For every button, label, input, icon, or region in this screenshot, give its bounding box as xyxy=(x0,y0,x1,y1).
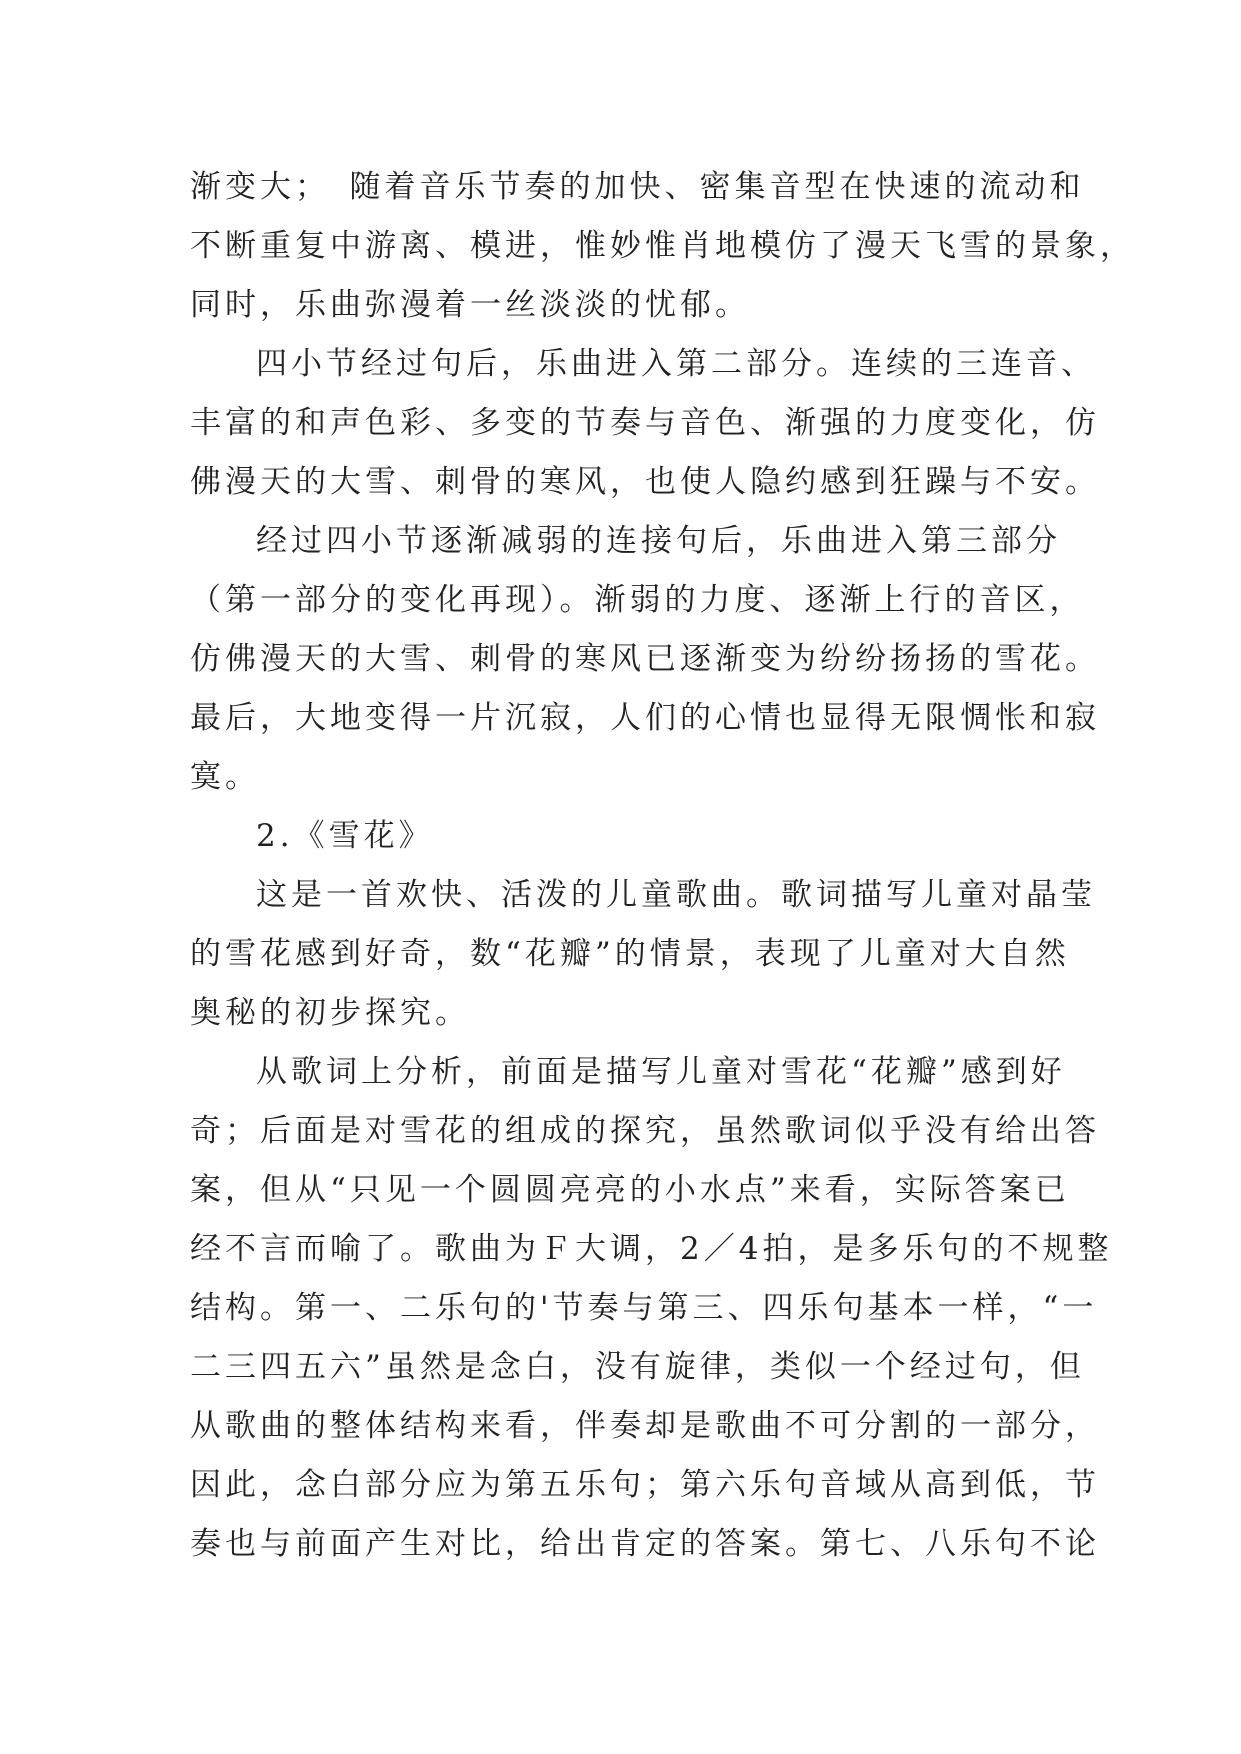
text-line: 案，但从“只见一个圆圆亮亮的小水点”来看，实际答案已 xyxy=(190,1172,1070,1208)
text-line: 不断重复中游离、模进，惟妙惟肖地模仿了漫天飞雪的景象， xyxy=(190,228,1135,264)
text-line: 渐变大； 随着音乐节奏的加快、密集音型在快速的流动和 xyxy=(190,169,1085,205)
text-line: 同时，乐曲弥漫着一丝淡淡的忧郁。 xyxy=(190,287,750,323)
text-line: （第一部分的变化再现）。渐弱的力度、逐渐上行的音区， xyxy=(190,582,1085,618)
text-line: 二三四五六”虽然是念白，没有旋律，类似一个经过句，但 xyxy=(190,1349,1085,1385)
text-line: 仿佛漫天的大雪、刺骨的寒风已逐渐变为纷纷扬扬的雪花。 xyxy=(190,641,1100,677)
section-heading: 2.《雪花》 xyxy=(256,818,434,854)
text-line: 因此，念白部分应为第五乐句；第六乐句音域从高到低，节 xyxy=(190,1467,1100,1503)
paragraph-start-line: 经过四小节逐渐减弱的连接句后，乐曲进入第三部分 xyxy=(256,523,1061,559)
text-line: 奇；后面是对雪花的组成的探究，虽然歌词似乎没有给出答 xyxy=(190,1113,1100,1149)
paragraph-start-line: 从歌词上分析，前面是描写儿童对雪花“花瓣”感到好 xyxy=(256,1054,1066,1090)
body-text xyxy=(190,158,1135,1574)
text-line: 经不言而喻了。歌曲为Ｆ大调，2／4拍，是多乐句的不规整 xyxy=(190,1231,1113,1267)
text-line: 从歌曲的整体结构来看，伴奏却是歌曲不可分割的一部分， xyxy=(190,1408,1100,1444)
paragraph-start-line: 四小节经过句后，乐曲进入第二部分。连续的三连音、 xyxy=(256,346,1096,382)
text-line: 寞。 xyxy=(190,759,260,795)
text-line: 佛漫天的大雪、刺骨的寒风，也使人隐约感到狂躁与不安。 xyxy=(190,464,1100,500)
text-line: 结构。第一、二乐句的'节奏与第三、四乐句基本一样，“一 xyxy=(190,1290,1098,1326)
text-line: 丰富的和声色彩、多变的节奏与音色、渐强的力度变化，仿 xyxy=(190,405,1100,441)
text-line: 奥秘的初步探究。 xyxy=(190,995,470,1031)
text-line: 的雪花感到好奇，数“花瓣”的情景，表现了儿童对大自然 xyxy=(190,936,1070,972)
paragraph-start-line: 这是一首欢快、活泼的儿童歌曲。歌词描写儿童对晶莹 xyxy=(256,877,1096,913)
text-line: 奏也与前面产生对比，给出肯定的答案。第七、八乐句不论 xyxy=(190,1526,1100,1562)
text-line: 最后，大地变得一片沉寂，人们的心情也显得无限惆怅和寂 xyxy=(190,700,1100,736)
